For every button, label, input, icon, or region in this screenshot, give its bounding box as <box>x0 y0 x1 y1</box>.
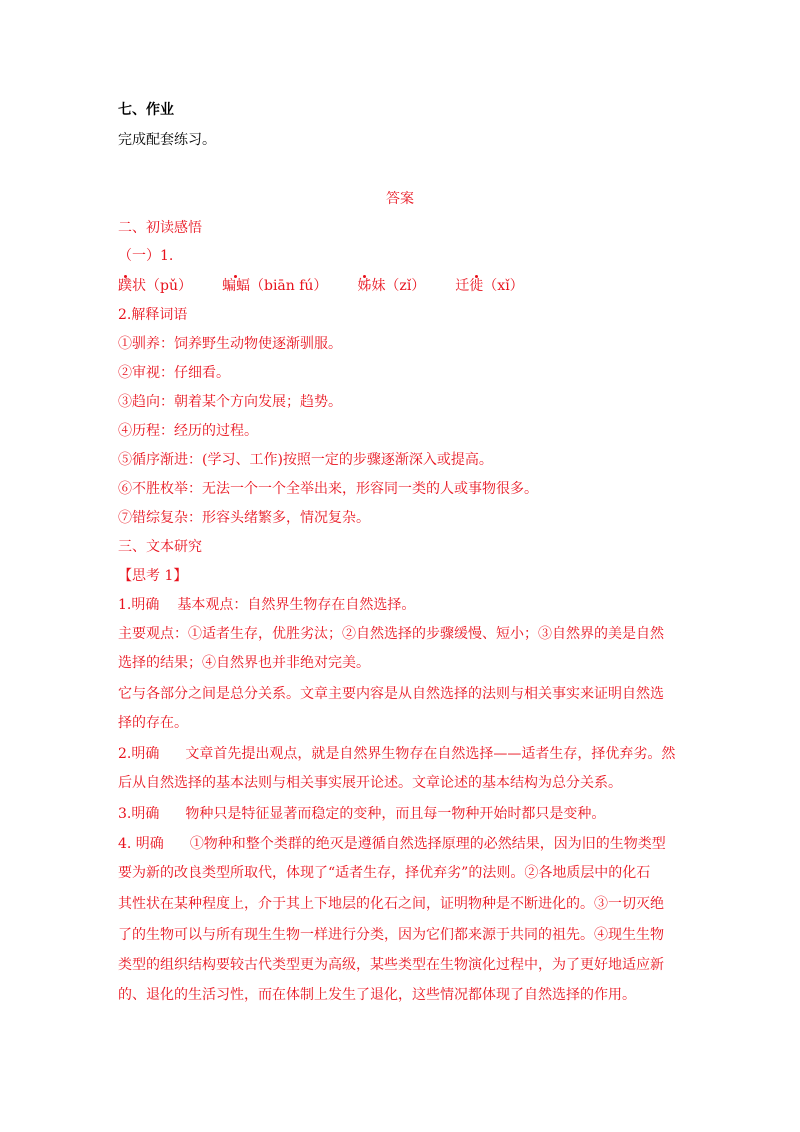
answer-text-line: 的、退化的生活习性，而在体制上发生了退化，这些情况都体现了自然选择的作用。 <box>118 987 636 1003</box>
section2-heading: 二、初读感悟 <box>118 220 202 236</box>
answer-text-line: 要为新的改良类型所取代，体现了“适者生存，择优弃劣”的法则。②各地质层中的化石 <box>118 865 651 881</box>
word-definition: ④历程：经历的过程。 <box>118 423 258 439</box>
answer-text-line: 择的存在。 <box>118 715 188 731</box>
answer-text-line: 了的生物可以与所有现生生物一样进行分类，因为它们都来源于共同的祖先。④现生生物 <box>118 927 664 943</box>
answer-label: 1.明确 <box>118 597 160 613</box>
answer-text-line: 后从自然选择的基本法则与相关事实展开论述。文章论述的基本结构为总分关系。 <box>118 775 622 791</box>
answer-text-line: 类型的组织结构要较古代类型更为高级，某些类型在生物演化过程中，为了更好地适应新 <box>118 957 664 973</box>
pronunciation-item: 蹼状（pǔ） <box>118 278 192 294</box>
emphasis-dotted-char: 徙 <box>469 278 484 294</box>
answer-1: 1.明确 基本观点：自然界生物存在自然选择。 <box>118 597 416 613</box>
word-definition: ③趋向：朝着某个方向发展；趋势。 <box>118 394 342 410</box>
emphasis-dotted-char: 蝙蝠 <box>221 278 250 294</box>
answer-label: 3.明确 <box>118 806 160 822</box>
answer-label: 4. 明确 <box>118 836 164 852</box>
section2-sub2: 2.解释词语 <box>118 307 188 323</box>
homework-heading: 七、作业 <box>118 102 174 118</box>
answer-3: 3.明确 物种只是特征显著而稳定的变种，而且每一物种开始时都只是变种。 <box>118 806 606 822</box>
answer-text-line: 其性状在某种程度上，介于其上下地层的化石之间，证明物种是不断进化的。③一切灭绝 <box>118 896 664 912</box>
homework-text: 完成配套练习。 <box>118 132 216 148</box>
section2-sub1: （一）1. <box>118 248 174 264</box>
emphasis-dotted-char: 姊 <box>357 278 372 294</box>
word-definition: ①驯养：饲养野生动物使逐渐驯服。 <box>118 336 342 352</box>
word-definition: ⑥不胜枚举：无法一个一个全举出来，形容同一类的人或事物很多。 <box>118 481 538 497</box>
answer-text-line: 选择的结果；④自然界也并非绝对完美。 <box>118 655 370 671</box>
answer-label: 2.明确 <box>118 746 160 762</box>
answer-4: 4. 明确 ①物种和整个类群的绝灭是遵循自然选择原理的必然结果，因为旧的生物类型 <box>118 836 666 852</box>
pronunciation-line <box>118 276 524 296</box>
word-definition: ②审视：仔细看。 <box>118 365 230 381</box>
answer-2: 2.明确 文章首先提出观点，就是自然界生物存在自然选择——适者生存，择优弃劣。然 <box>118 746 676 762</box>
answer-text-line: 主要观点：①适者生存，优胜劣汰；②自然选择的步骤缓慢、短小；③自然界的美是自然 <box>118 626 664 642</box>
word-definition: ⑤循序渐进：(学习、工作)按照一定的步骤逐渐深入或提高。 <box>118 452 493 468</box>
emphasis-dotted-char: 蹼 <box>118 278 132 294</box>
word-definition: ⑦错综复杂：形容头绪繁多，情况复杂。 <box>118 510 370 526</box>
answer-text-line: 它与各部分之间是总分关系。文章主要内容是从自然选择的法则与相关事实来证明自然选 <box>118 686 664 702</box>
section3-heading: 三、文本研究 <box>118 539 202 555</box>
pronunciation-item: 姊妹（zǐ） <box>357 278 426 294</box>
pronunciation-item: 迁徙（xǐ） <box>455 278 524 294</box>
think-label: 【思考 1】 <box>118 568 188 584</box>
pronunciation-item: 蝙蝠（biān fú） <box>221 278 328 294</box>
answer-title: 答案 <box>386 191 414 207</box>
